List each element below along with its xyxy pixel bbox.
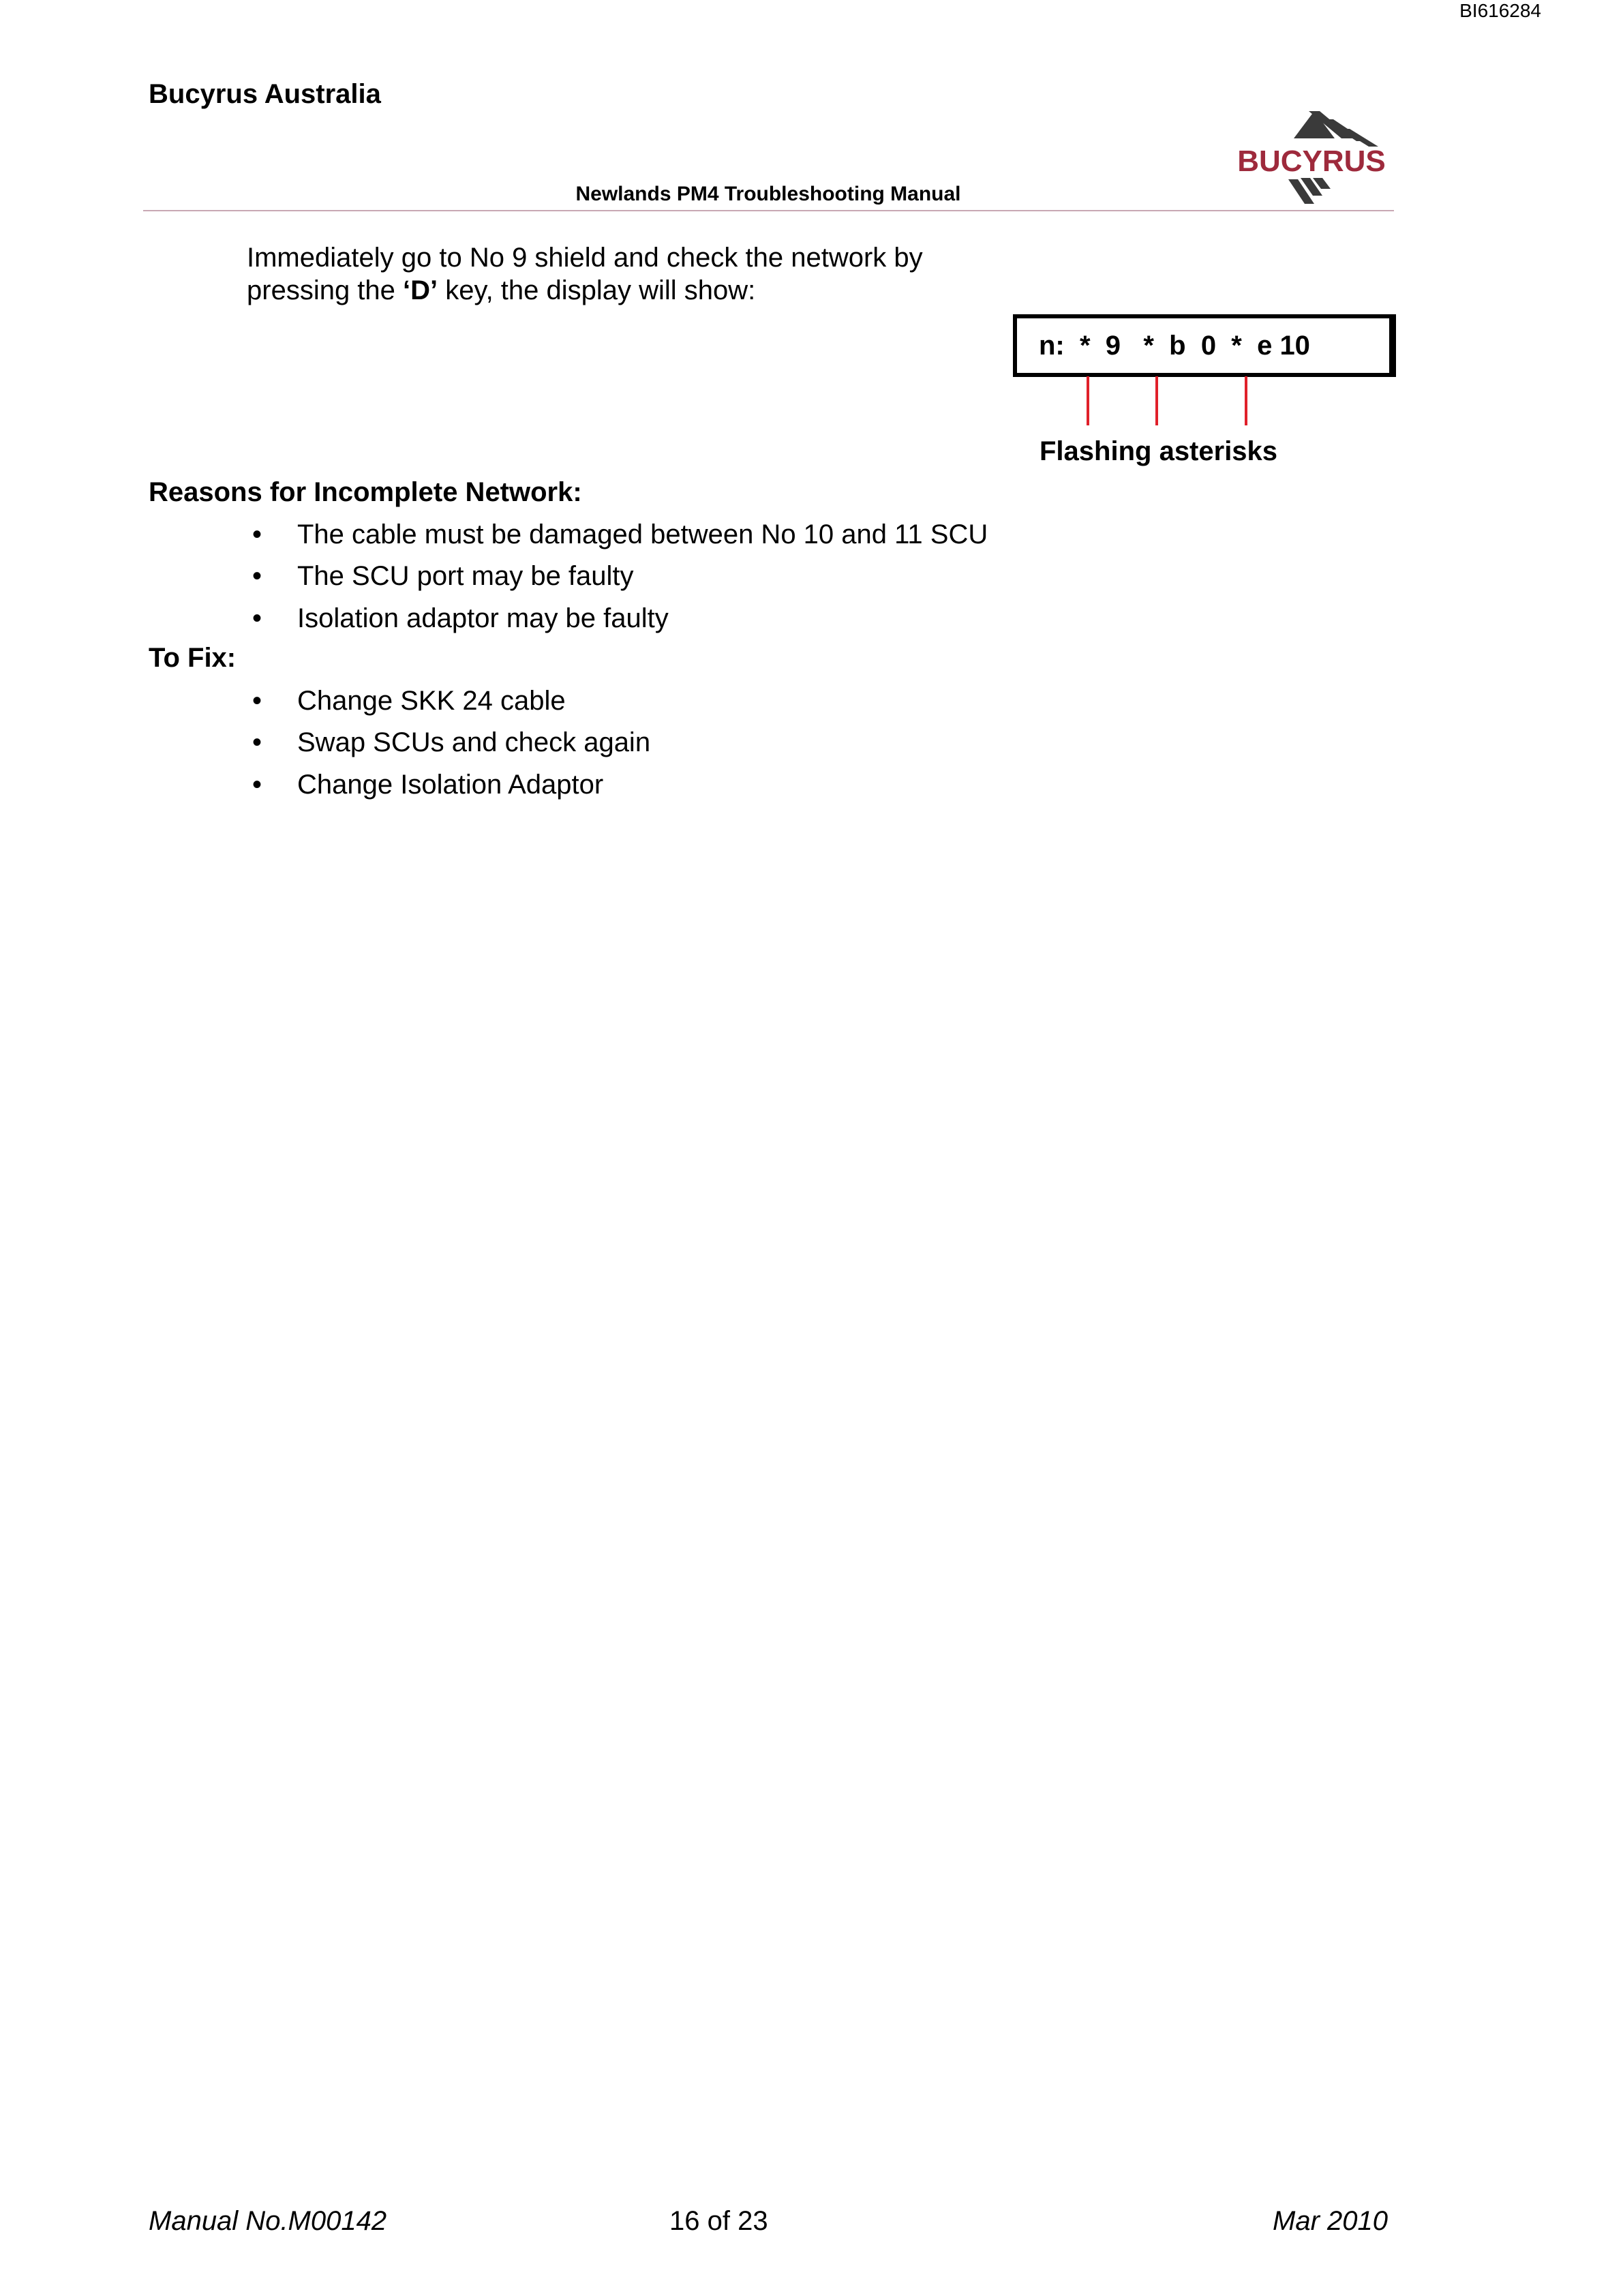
list-item: • Change SKK 24 cable [245, 680, 650, 722]
list-item: • Change Isolation Adaptor [245, 764, 650, 806]
fix-list [245, 680, 650, 806]
list-item: • The cable must be damaged between No 10 and 11 SCU [245, 514, 988, 556]
bullet-icon: • [252, 769, 262, 800]
key-name: D [410, 275, 431, 305]
intro-line-1: Immediately go to No 9 shield and check the network by [247, 243, 923, 273]
header-divider [143, 210, 1394, 211]
footer-page-number: 16 of 23 [669, 2206, 768, 2236]
bullet-icon: • [252, 727, 262, 758]
manual-title: Newlands PM4 Troubleshooting Manual [575, 183, 961, 205]
intro-paragraph [247, 241, 997, 307]
intro-line-2: pressing the ‘D’ key, the display will show: [247, 275, 756, 305]
bullet-icon: • [252, 603, 262, 633]
bullet-icon: • [252, 561, 262, 592]
reasons-list [245, 514, 988, 639]
company-name: Bucyrus Australia [149, 79, 381, 109]
bullet-icon: • [252, 519, 262, 549]
list-item: • Swap SCUs and check again [245, 722, 650, 764]
svg-text:BUCYRUS: BUCYRUS [1237, 145, 1386, 178]
reasons-heading: Reasons for Incomplete Network: [149, 477, 582, 507]
flashing-asterisks-label: Flashing asterisks [1040, 436, 1278, 466]
document-id: BI616284 [1459, 0, 1541, 21]
list-item: • The SCU port may be faulty [245, 556, 988, 597]
bullet-icon: • [252, 686, 262, 716]
footer-date: Mar 2010 [1273, 2206, 1388, 2236]
fix-heading: To Fix: [149, 643, 237, 673]
footer-manual-number: Manual No.M00142 [149, 2206, 387, 2236]
list-item: • Isolation adaptor may be faulty [245, 598, 988, 639]
display-readout: n: * 9 * b 0 * e 10 [1013, 314, 1396, 377]
asterisk-pointers [1063, 376, 1268, 427]
